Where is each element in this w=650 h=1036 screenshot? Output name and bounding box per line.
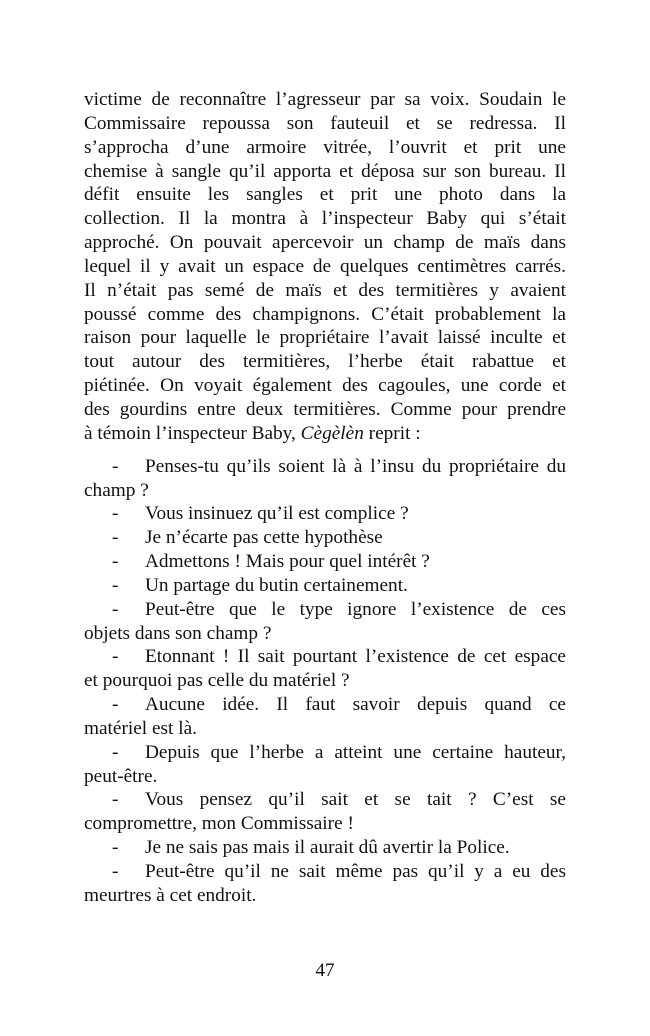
dialogue-dash: - [112,646,119,668]
dialogue-line [84,550,566,574]
dialogue-item [84,836,566,860]
paragraph-line: victime de reconnaître l’agresseur par sa voix. Soudain le [84,89,566,110]
dialogue-line [84,598,566,622]
paragraph-line: lequel il y avait un espace de quelques centimètres carrés. [84,255,566,277]
page-number: 47 [315,960,335,981]
dialogue-dash: - [112,503,119,525]
dialogue-line: matériel est là. [84,717,197,739]
text-run: à témoin l’inspecteur Baby, [84,422,301,444]
dialogue-line [84,645,566,669]
text-run: reprit : [363,422,421,444]
paragraph-line: tout autour des termitières, l’herbe était rabattue et [84,351,566,373]
paragraph-line: chemise à sangle qu’il apporta et déposa sur son bureau. Il [84,160,566,182]
dialogue-item [84,574,566,598]
dialogue-line: champ ? [84,479,149,501]
dialogue-item [84,550,566,574]
dialogue-text: Penses-tu qu’ils soient là à l’insu du propriétaire du [145,455,566,477]
dialogue-dash: - [112,741,119,763]
dialogue-text: Je n’écarte pas cette hypothèse [145,527,383,549]
dialogue-item [84,788,566,836]
paragraph-line [84,422,566,446]
dialogue-text: Un partage du butin certainement. [145,574,408,596]
dialogue-line [84,741,566,765]
dialogue-item [84,860,566,908]
dialogue-item [84,741,566,789]
paragraph-line: poussé comme des champignons. C’était probablement la [84,303,566,325]
dialogue-line: meurtres à cet endroit. [84,884,257,906]
dialogue-item [84,645,566,693]
narrative-paragraph [84,88,566,446]
dialogue-text: Peut-être que le type ignore l’existence de ces [145,598,566,620]
paragraph-line: piétinée. On voyait également des cagoules, une corde et [84,375,566,397]
character-name: Cègèlèn [300,422,364,444]
dialogue-line [84,836,566,860]
dialogue-line [84,502,566,526]
dialogue-text: Depuis que l’herbe a atteint une certaine hauteur, [145,741,566,763]
dialogue-dash: - [112,861,119,882]
dialogue-line [84,860,566,884]
paragraph-line: approché. On pouvait apercevoir un champ de maïs dans [84,232,566,254]
dialogue-text: Peut-être qu’il ne sait même pas qu’il y a eu des [145,861,566,882]
paragraph-line: raison pour laquelle le propriétaire l’avait laissé inculte et [84,327,566,349]
dialogue-dash: - [112,455,119,477]
dialogue-dash: - [112,551,119,573]
dialogue-list [84,455,566,908]
dialogue-line: et pourquoi pas celle du matériel ? [84,670,350,692]
dialogue-line: peut-être. [84,765,158,787]
paragraph-line: s’approcha d’une armoire vitrée, l’ouvrit et prit une [84,136,566,158]
paragraph-line: Commissaire repoussa son fauteuil et se redressa. Il [84,112,566,134]
paragraph-line: défit ensuite les sangles et prit une photo dans la [84,184,566,206]
dialogue-line [84,526,566,550]
dialogue-dash: - [112,837,119,859]
dialogue-dash: - [112,789,119,811]
dialogue-dash: - [112,598,119,620]
dialogue-text: Admettons ! Mais pour quel intérêt ? [145,551,430,573]
dialogue-line [84,455,566,479]
dialogue-dash: - [112,574,119,596]
dialogue-text: Aucune idée. Il faut savoir depuis quand ce [145,694,566,716]
dialogue-item [84,693,566,741]
dialogue-text: Etonnant ! Il sait pourtant l’existence de cet espace [145,646,566,668]
dialogue-item [84,526,566,550]
dialogue-line: compromettre, mon Commissaire ! [84,813,354,835]
paragraph-line: Il n’était pas semé de maïs et des termitières y avaient [84,279,566,301]
paragraph-line: des gourdins entre deux termitières. Comme pour prendre [84,398,566,420]
dialogue-line: objets dans son champ ? [84,622,272,644]
paragraph-line: collection. Il la montra à l’inspecteur Baby qui s’était [84,208,566,230]
dialogue-dash: - [112,527,119,549]
dialogue-line [84,693,566,717]
page-body [84,88,566,908]
dialogue-line [84,574,566,598]
dialogue-dash: - [112,694,119,716]
dialogue-text: Je ne sais pas mais il aurait dû avertir la Police. [145,837,510,859]
dialogue-item [84,598,566,646]
dialogue-line [84,788,566,812]
dialogue-text: Vous insinuez qu’il est complice ? [145,503,409,525]
dialogue-item [84,502,566,526]
dialogue-item [84,455,566,503]
dialogue-text: Vous pensez qu’il sait et se tait ? C’est se [145,789,566,811]
